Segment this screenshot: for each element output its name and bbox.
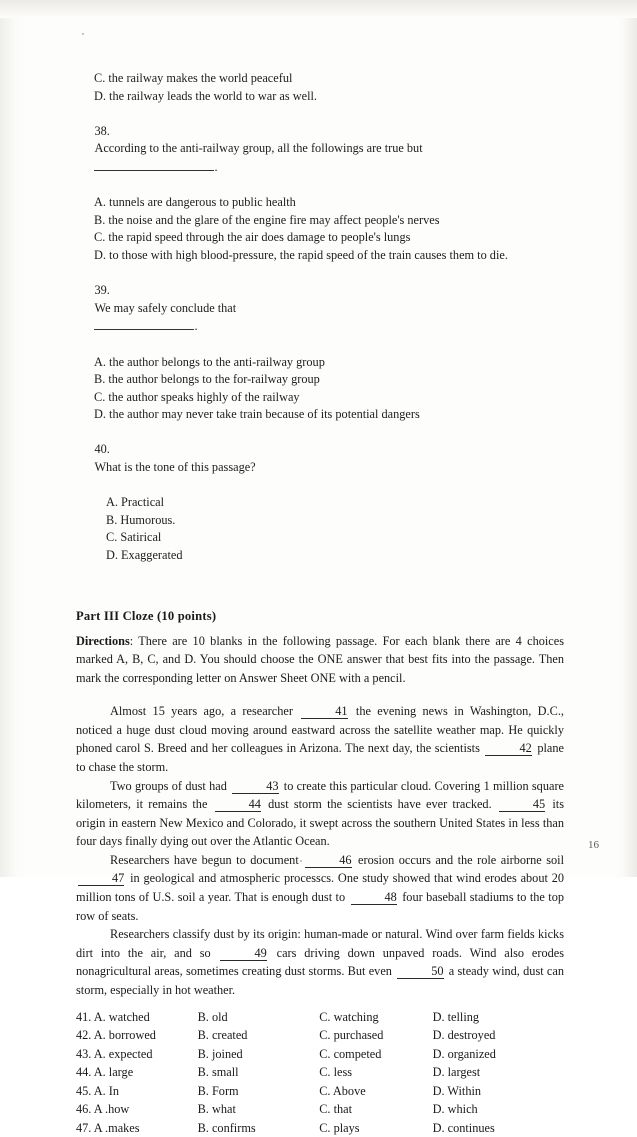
cloze-42-option-d: D. destroyed [432, 1028, 496, 1043]
cloze-text: to create this particular cloud. Covering 1 million square kilometers, it remains the [76, 778, 564, 812]
cloze-46-a-text: A .how [93, 1102, 130, 1117]
question-38-stem-after: . [214, 159, 218, 174]
cloze-42-number: 42. [76, 1028, 92, 1043]
cloze-45-a-text: A. In [93, 1083, 120, 1098]
cloze-43-option-b: B. joined [197, 1046, 243, 1061]
question-39-option-c: C. the author speaks highly of the railway [94, 389, 300, 404]
question-39-stem-after: . [194, 319, 198, 334]
cloze-text: in geological and atmospheric processcs. One study showed that wind erodes about 20 million tons of U.S. soil a year. That is enough dust to [76, 871, 564, 905]
part-3-heading: Part III Cloze (10 points) [76, 608, 217, 623]
cloze-text: the evening news in Washington, D.C., noticed a huge dust cloud moving around eastward across the satellite weather map. He quickly phoned carol S. Breed and her colleagues in Arizona. The next day, the scientists [76, 704, 564, 756]
table-row [76, 1082, 546, 1101]
cloze-text: Two groups of dust had [110, 778, 231, 793]
question-38-stem: According to the anti-railway group, all the followings are true but [94, 141, 423, 156]
spacer [76, 625, 564, 632]
directions-text: : There are 10 blanks in the following passage. For each blank there are 4 choices marked A, B, C, and D. You should choose the ONE answer that best fits into the passage. Then mark the corresponding letter on Answer Sheet ONE with a pencil. [76, 633, 564, 685]
question-38-option-c: C. the rapid speed through the air does damage to people's lungs [94, 230, 411, 245]
cloze-41-option-b: B. old [197, 1009, 228, 1024]
question-39-option-d: D. the author may never take train because of its potential dangers [94, 407, 420, 422]
scan-edge-right [617, 0, 637, 877]
answer-blank [94, 158, 214, 171]
reading-option: C. the railway makes the world peaceful [94, 71, 293, 85]
question-39-option-b: B. the author belongs to the for-railway group [94, 372, 320, 387]
page-number: 16 [588, 839, 599, 851]
question-39 [76, 265, 564, 354]
question-40-stem: What is the tone of this passage? [94, 460, 256, 475]
cloze-41-a-text: A. watched [93, 1009, 150, 1024]
cloze-44-a-text: A. large [93, 1065, 134, 1080]
page-content [76, 70, 564, 1137]
question-38-option-b: B. the noise and the glare of the engine fire may affect people's nerves [94, 212, 440, 227]
cloze-options-table [76, 1008, 546, 1137]
cloze-text: plane to chase the storm. [76, 741, 564, 774]
cloze-paragraph-3 [76, 851, 564, 925]
cloze-text: a steady wind, dust can storm, especially in hot weather. [76, 964, 564, 998]
cloze-43-option-c: C. competed [319, 1046, 382, 1061]
directions-label: Directions [76, 633, 130, 648]
cloze-text: Almost 15 years ago, a researcher [110, 704, 300, 719]
table-row [76, 1026, 546, 1045]
cloze-43-option-d: D. organized [432, 1046, 496, 1061]
cloze-text: Researchers classify dust by its origin: human-made or natural. Wind over farm fields kicks dirt into the air, and so [76, 927, 564, 960]
cloze-42-option-b: B. created [197, 1028, 248, 1043]
cloze-45-option-c: C. Above [319, 1083, 366, 1098]
cloze-44-option-d: D. largest [432, 1065, 481, 1080]
cloze-text: Researchers have begun to document [110, 852, 304, 867]
cloze-text: its origin in eastern New Mexico and Colorado, it swept across the southern United States in less than four days finally dying out over the Atlantic Ocean. [76, 797, 565, 849]
cloze-paragraph-4 [76, 925, 564, 999]
cloze-text: dust storm the scientists have ever tracked. [262, 797, 497, 812]
question-39-stem: We may safely conclude that [94, 300, 237, 315]
cloze-text: cars driving down unpaved roads. Wind also erodes nonagricultural areas, sometimes creating dust storms. But even [76, 945, 564, 979]
cloze-blank-41: 41 [301, 705, 347, 719]
question-38-option-a: A. tunnels are dangerous to public health [94, 195, 296, 210]
cloze-blank-45: 45 [499, 798, 545, 812]
cloze-47-option-b: B. confirms [197, 1120, 256, 1135]
cloze-blank-49: 49 [220, 947, 266, 961]
cloze-blank-46: 46 [305, 854, 351, 868]
question-40 [76, 424, 564, 494]
cloze-paragraph-2 [76, 777, 564, 851]
cloze-47-option-a [76, 1119, 198, 1137]
cloze-43-option-a [76, 1045, 198, 1064]
cloze-text: four baseball stadiums to the top row of seats. [76, 890, 564, 923]
cloze-46-option-c: C. that [319, 1102, 353, 1117]
table-row [76, 1100, 546, 1119]
cloze-blank-47: 47 [78, 872, 124, 886]
cloze-41-option-c: C. watching [319, 1009, 379, 1024]
cloze-46-option-d: D. which [432, 1102, 478, 1117]
answer-blank [94, 317, 194, 330]
question-40-number: 40. [94, 442, 110, 457]
cloze-47-number: 47. [76, 1120, 92, 1135]
question-39-number: 39. [94, 283, 110, 298]
section-spacer [76, 592, 564, 607]
cloze-42-option-a [76, 1026, 198, 1045]
cloze-blank-50: 50 [397, 965, 443, 979]
table-row [76, 1063, 546, 1082]
part-3-directions [76, 632, 564, 688]
cloze-44-option-c: C. less [319, 1065, 353, 1080]
question-39-option-a: A. the author belongs to the anti-railway group [94, 354, 325, 369]
question-38-option-d: D. to those with high blood-pressure, the rapid speed of the train causes them to die. [94, 247, 508, 262]
cloze-44-number: 44. [76, 1065, 92, 1080]
cloze-41-number: 41. [76, 1009, 92, 1024]
table-row [76, 1045, 546, 1064]
cloze-44-option-b: B. small [197, 1065, 239, 1080]
cloze-blank-42: 42 [485, 742, 531, 756]
cloze-45-option-b: B. Form [197, 1083, 239, 1098]
cloze-text: erosion occurs and the role airborne soil [353, 852, 564, 867]
cloze-blank-44: 44 [215, 798, 261, 812]
cloze-41-option-d: D. telling [432, 1009, 480, 1024]
table-row [76, 1008, 546, 1027]
cloze-45-number: 45. [76, 1083, 92, 1098]
question-38-number: 38. [94, 123, 110, 138]
scan-edge-top [0, 0, 637, 18]
reading-option: D. the railway leads the world to war as well. [94, 88, 317, 103]
cloze-paragraph-1 [76, 702, 564, 776]
cloze-47-option-d: D. continues [432, 1120, 495, 1135]
question-40-option-b: B. Humorous. [106, 512, 176, 527]
table-row [76, 1119, 546, 1137]
question-38 [76, 105, 564, 194]
cloze-46-option-a [76, 1100, 198, 1119]
cloze-43-number: 43. [76, 1046, 92, 1061]
question-40-option-a: A. Practical [106, 495, 165, 510]
cloze-42-option-c: C. purchased [319, 1028, 384, 1043]
cloze-blank-43: 43 [232, 780, 278, 794]
cloze-42-a-text: A. borrowed [93, 1028, 156, 1043]
cloze-43-a-text: A. expected [93, 1046, 153, 1061]
question-40-option-c: C. Satirical [106, 530, 162, 545]
scan-speck [82, 33, 84, 35]
cloze-47-a-text: A .makes [93, 1120, 140, 1135]
scan-edge-left [0, 0, 26, 877]
question-40-option-d: D. Exaggerated [106, 548, 183, 563]
cloze-47-option-c: C. plays [319, 1120, 360, 1135]
cloze-44-option-a [76, 1063, 198, 1082]
cloze-41-option-a [76, 1008, 198, 1027]
cloze-46-option-b: B. what [197, 1102, 236, 1117]
spacer [76, 687, 564, 702]
section-spacer [76, 565, 564, 592]
cloze-46-number: 46. [76, 1102, 92, 1117]
cloze-45-option-a [76, 1082, 198, 1101]
cloze-blank-48: 48 [351, 891, 397, 905]
cloze-45-option-d: D. Within [432, 1083, 482, 1098]
